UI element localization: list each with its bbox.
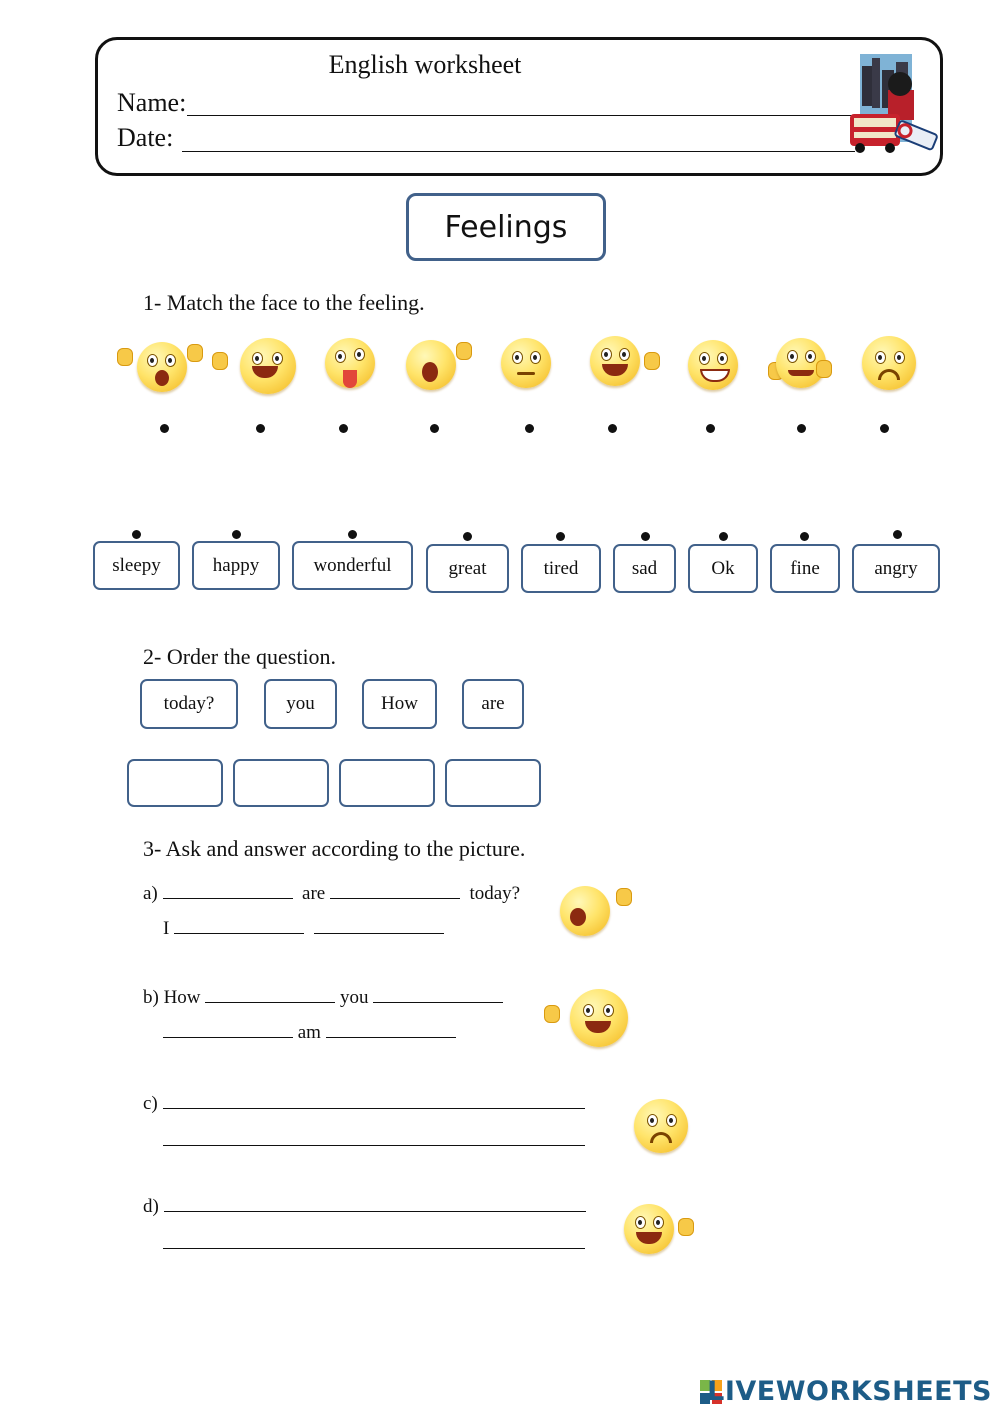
face-match-dot[interactable]	[160, 424, 169, 433]
tongue-out-face-icon	[315, 330, 405, 410]
feeling-word-box[interactable]: great	[426, 544, 509, 593]
question-a-label: a)	[143, 883, 158, 904]
question-d-label: d)	[143, 1196, 159, 1217]
question-c-label: c)	[143, 1093, 158, 1114]
answer-blank[interactable]	[164, 1197, 586, 1212]
date-field[interactable]	[182, 150, 855, 152]
word-match-dot[interactable]	[463, 532, 472, 541]
answer-blank[interactable]	[330, 884, 460, 899]
question-a-line2	[163, 918, 444, 940]
uneasy-face-icon	[495, 330, 585, 410]
name-label: Name:	[117, 88, 187, 117]
worksheet-title: English worksheet	[328, 50, 522, 79]
face-match-dot[interactable]	[430, 424, 439, 433]
peace-sign-face-icon	[542, 985, 632, 1065]
word-match-dot[interactable]	[800, 532, 809, 541]
feelings-title: Feelings	[406, 193, 606, 261]
liveworksheets-logo[interactable]: LIVEWORKSHEETS	[707, 1376, 992, 1407]
question-a-word: I	[163, 918, 170, 939]
face-match-dot[interactable]	[706, 424, 715, 433]
grinning-face-icon	[686, 330, 776, 410]
face-match-dot[interactable]	[339, 424, 348, 433]
smiling-thumbs-up-face-icon	[588, 330, 678, 410]
question-word-box[interactable]: you	[264, 679, 337, 729]
feeling-word-box[interactable]: angry	[852, 544, 940, 593]
answer-slot[interactable]	[127, 759, 223, 807]
question-d-line1	[143, 1196, 586, 1218]
word-match-dot[interactable]	[132, 530, 141, 539]
answer-blank[interactable]	[163, 884, 293, 899]
answer-blank[interactable]	[326, 1023, 456, 1038]
answer-slot[interactable]	[339, 759, 435, 807]
word-match-dot[interactable]	[232, 530, 241, 539]
thumbs-up-face-icon	[115, 330, 205, 410]
section2-heading: 2- Order the question.	[143, 644, 337, 669]
name-field[interactable]	[187, 114, 855, 116]
face-match-dot[interactable]	[256, 424, 265, 433]
word-match-dot[interactable]	[719, 532, 728, 541]
yawning-face-icon	[400, 330, 490, 410]
feeling-word-box[interactable]: wonderful	[292, 541, 413, 590]
yawning-face-icon	[558, 880, 648, 960]
word-match-dot[interactable]	[893, 530, 902, 539]
face-match-dot[interactable]	[880, 424, 889, 433]
face-match-dot[interactable]	[525, 424, 534, 433]
question-d-line2	[163, 1233, 585, 1255]
answer-blank[interactable]	[163, 1234, 585, 1249]
question-c-line2	[163, 1130, 585, 1152]
face-match-dot[interactable]	[608, 424, 617, 433]
question-a-line1	[143, 883, 520, 905]
question-c-line1	[143, 1093, 585, 1115]
answer-blank[interactable]	[373, 988, 503, 1003]
question-b-line1	[143, 987, 503, 1009]
section1-heading: 1- Match the face to the feeling.	[143, 290, 425, 315]
feeling-word-box[interactable]: sleepy	[93, 541, 180, 590]
answer-blank[interactable]	[163, 1131, 585, 1146]
feeling-word-box[interactable]: happy	[192, 541, 280, 590]
word-match-dot[interactable]	[556, 532, 565, 541]
peace-sign-face-icon	[212, 330, 302, 410]
question-b-word: am	[297, 1022, 321, 1043]
question-word-box[interactable]: today?	[140, 679, 238, 729]
feeling-word-box[interactable]: tired	[521, 544, 601, 593]
sad-face-icon	[630, 1095, 720, 1175]
question-word-box[interactable]: are	[462, 679, 524, 729]
answer-slot[interactable]	[445, 759, 541, 807]
answer-blank[interactable]	[174, 919, 304, 934]
face-match-dot[interactable]	[797, 424, 806, 433]
content-face-icon	[766, 330, 856, 410]
question-b-word: you	[340, 987, 369, 1008]
feeling-word-box[interactable]: Ok	[688, 544, 758, 593]
feeling-word-box[interactable]: fine	[770, 544, 840, 593]
london-picture	[848, 52, 940, 156]
answer-blank[interactable]	[205, 988, 335, 1003]
smiling-thumbs-up-face-icon	[622, 1198, 712, 1278]
question-b-label: b) How	[143, 987, 201, 1008]
question-b-line2	[163, 1022, 456, 1044]
answer-blank[interactable]	[163, 1023, 293, 1038]
sad-face-icon	[858, 330, 948, 410]
date-label: Date:	[117, 123, 174, 152]
question-a-word: today?	[469, 883, 521, 904]
feeling-word-box[interactable]: sad	[613, 544, 676, 593]
answer-blank[interactable]	[163, 1094, 585, 1109]
answer-blank[interactable]	[314, 919, 444, 934]
question-word-box[interactable]: How	[362, 679, 437, 729]
section3-heading: 3- Ask and answer according to the picture.	[143, 836, 526, 861]
question-a-word: are	[302, 883, 326, 904]
word-match-dot[interactable]	[641, 532, 650, 541]
word-match-dot[interactable]	[348, 530, 357, 539]
answer-slot[interactable]	[233, 759, 329, 807]
